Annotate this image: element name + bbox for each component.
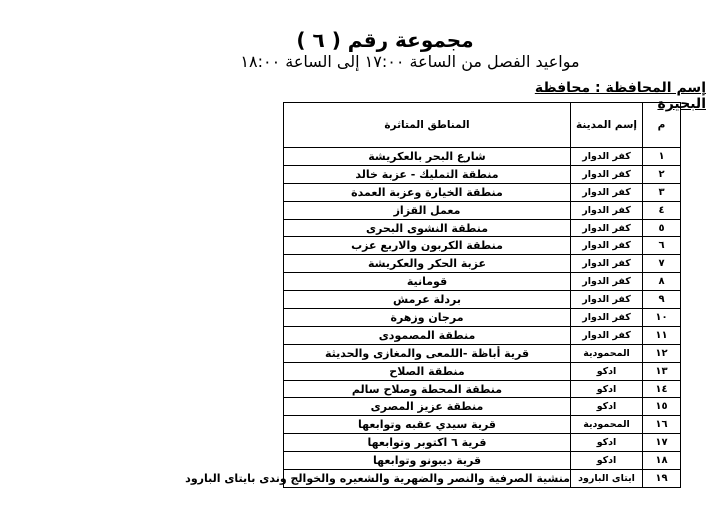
row-number-cell: ٣	[643, 183, 681, 201]
row-city-cell: ادكو	[571, 398, 643, 416]
table-row	[284, 201, 681, 219]
row-number-cell: ١٢	[643, 344, 681, 362]
row-number-cell: ١٥	[643, 398, 681, 416]
row-number-cell: ٢	[643, 165, 681, 183]
row-city-cell: ايتاى البارود	[571, 470, 643, 488]
table-row	[284, 344, 681, 362]
row-number-cell: ١٩	[643, 470, 681, 488]
row-area-cell: قرية أباظة -اللمعى والمغازى والحديثة	[284, 344, 571, 362]
row-city-cell: كفر الدوار	[571, 237, 643, 255]
row-number-cell: ١٧	[643, 434, 681, 452]
schedule-subtitle: مواعيد الفصل من الساعة ١٧:٠٠ إلى الساعة ١٨:٠٠	[240, 52, 580, 71]
row-city-cell: كفر الدوار	[571, 291, 643, 309]
row-number-cell: ١٣	[643, 362, 681, 380]
column-header-city: إسم المدينة	[571, 103, 643, 148]
row-city-cell: كفر الدوار	[571, 201, 643, 219]
row-area-cell: قرية ٦ اكتوبر وتوابعها	[284, 434, 571, 452]
group-title: مجموعة رقم ( ٦ )	[296, 28, 474, 52]
table-row	[284, 237, 681, 255]
table-row	[284, 416, 681, 434]
table-header-row	[284, 103, 681, 148]
row-city-cell: المحمودية	[571, 416, 643, 434]
table-row	[284, 362, 681, 380]
row-city-cell: كفر الدوار	[571, 309, 643, 327]
row-city-cell: ادكو	[571, 380, 643, 398]
row-city-cell: ادكو	[571, 452, 643, 470]
column-header-areas: المناطق المتاثرة	[284, 103, 571, 148]
row-number-cell: ٧	[643, 255, 681, 273]
governorate-label: إسم المحافظة : محافظة البحيرة	[534, 80, 706, 112]
row-number-cell: ٩	[643, 291, 681, 309]
row-city-cell: كفر الدوار	[571, 219, 643, 237]
table-row	[284, 183, 681, 201]
row-city-cell: كفر الدوار	[571, 148, 643, 166]
row-area-cell: منطقة النشوى البحرى	[284, 219, 571, 237]
row-city-cell: كفر الدوار	[571, 165, 643, 183]
row-city-cell: كفر الدوار	[571, 273, 643, 291]
table-row	[284, 255, 681, 273]
row-area-cell: منطقة الخيارة وعزبة العمدة	[284, 183, 571, 201]
row-area-cell: معمل القزاز	[284, 201, 571, 219]
row-number-cell: ١٦	[643, 416, 681, 434]
table-row	[284, 326, 681, 344]
row-area-cell: منطقة التمليك - عزبة خالد	[284, 165, 571, 183]
table-row	[284, 273, 681, 291]
table-row	[284, 434, 681, 452]
row-area-cell: قرية ديبونو وتوابعها	[284, 452, 571, 470]
table-row	[284, 165, 681, 183]
row-number-cell: ٦	[643, 237, 681, 255]
table-row	[284, 380, 681, 398]
table-row	[284, 470, 681, 488]
row-area-cell: قرية سيدي عقبه وتوابعها	[284, 416, 571, 434]
row-number-cell: ١١	[643, 326, 681, 344]
row-number-cell: ٥	[643, 219, 681, 237]
row-area-cell: عزبة الحكر والعكريشة	[284, 255, 571, 273]
column-header-number: م	[643, 103, 681, 148]
table-row	[284, 219, 681, 237]
table-row	[284, 148, 681, 166]
table-row	[284, 452, 681, 470]
row-city-cell: كفر الدوار	[571, 326, 643, 344]
row-city-cell: كفر الدوار	[571, 255, 643, 273]
table-row	[284, 309, 681, 327]
row-city-cell: ادكو	[571, 362, 643, 380]
row-number-cell: ١٤	[643, 380, 681, 398]
row-area-cell: منطقة الكربون والاربع عزب	[284, 237, 571, 255]
row-area-cell: منطقة المحطة وصلاح سالم	[284, 380, 571, 398]
row-area-cell: بردلة عرمش	[284, 291, 571, 309]
row-area-cell: مرجان وزهرة	[284, 309, 571, 327]
row-area-cell: منطقة المصمودى	[284, 326, 571, 344]
row-area-cell: منطقة عزيز المصرى	[284, 398, 571, 416]
row-city-cell: كفر الدوار	[571, 183, 643, 201]
row-area-cell: شارع البحر بالعكريشة	[284, 148, 571, 166]
row-number-cell: ١	[643, 148, 681, 166]
row-number-cell: ١٨	[643, 452, 681, 470]
table-row	[284, 291, 681, 309]
row-number-cell: ١٠	[643, 309, 681, 327]
row-area-cell: منشية الصرفية والنصر والضهرية والشعيره والخوالج وندى بايتاى البارود	[284, 470, 571, 488]
row-area-cell: قومانية	[284, 273, 571, 291]
row-city-cell: ادكو	[571, 434, 643, 452]
table-row	[284, 398, 681, 416]
row-area-cell: منطقة الصلاح	[284, 362, 571, 380]
row-number-cell: ٤	[643, 201, 681, 219]
outage-table	[185, 102, 681, 488]
row-number-cell: ٨	[643, 273, 681, 291]
row-city-cell: المحمودية	[571, 344, 643, 362]
